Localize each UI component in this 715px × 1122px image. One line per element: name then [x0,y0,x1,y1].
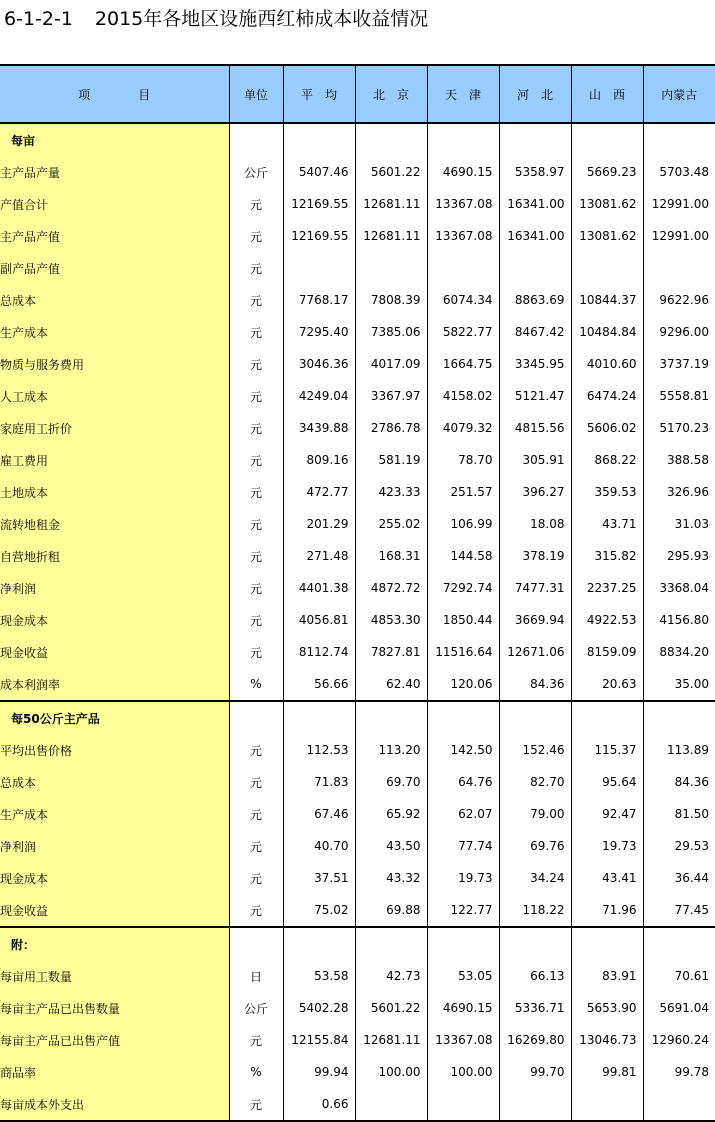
value-cell [643,252,715,284]
value-cell: 77.74 [427,830,499,862]
value-cell: 5703.48 [643,156,715,188]
header-tianjin: 天 津 [427,65,499,123]
value-cell [499,1088,571,1121]
value-cell: 99.94 [283,1056,355,1088]
unit-cell: 元 [229,1088,283,1121]
section-label: 每亩 [0,123,229,156]
value-cell: 201.29 [283,508,355,540]
value-cell: 118.22 [499,894,571,927]
row-label: 成本利润率 [0,668,229,701]
unit-cell: 元 [229,316,283,348]
value-cell: 5601.22 [355,156,427,188]
value-cell: 10844.37 [571,284,643,316]
value-cell: 99.78 [643,1056,715,1088]
value-cell: 12681.11 [355,188,427,220]
empty-cell [643,123,715,156]
unit-cell: % [229,668,283,701]
empty-cell [643,701,715,734]
unit-cell: 元 [229,572,283,604]
value-cell: 20.63 [571,668,643,701]
table-row [0,476,715,508]
value-cell: 4158.02 [427,380,499,412]
empty-cell [571,927,643,960]
value-cell: 144.58 [427,540,499,572]
value-cell: 7477.31 [499,572,571,604]
value-cell: 4872.72 [355,572,427,604]
value-cell: 3368.04 [643,572,715,604]
value-cell: 13367.08 [427,1024,499,1056]
unit-cell: 元 [229,862,283,894]
row-label: 主产品产量 [0,156,229,188]
value-cell: 142.50 [427,734,499,766]
value-cell [427,252,499,284]
cost-benefit-table [0,64,715,1122]
row-label: 副产品产值 [0,252,229,284]
row-label: 土地成本 [0,476,229,508]
row-label: 自营地折租 [0,540,229,572]
value-cell: 8467.42 [499,316,571,348]
unit-cell: 公斤 [229,156,283,188]
table-body [0,123,715,1121]
value-cell [355,252,427,284]
value-cell: 9296.00 [643,316,715,348]
header-neimenggu: 内蒙古 [643,65,715,123]
value-cell: 43.71 [571,508,643,540]
value-cell: 3439.88 [283,412,355,444]
value-cell: 19.73 [427,862,499,894]
row-label: 生产成本 [0,798,229,830]
value-cell: 168.31 [355,540,427,572]
value-cell: 56.66 [283,668,355,701]
row-label: 商品率 [0,1056,229,1088]
value-cell: 809.16 [283,444,355,476]
table-row [0,766,715,798]
value-cell: 122.77 [427,894,499,927]
empty-cell [427,701,499,734]
header-unit: 单位 [229,65,283,123]
value-cell: 13367.08 [427,188,499,220]
table-row [0,348,715,380]
value-cell: 326.96 [643,476,715,508]
value-cell: 13081.62 [571,188,643,220]
table-row [0,636,715,668]
value-cell: 69.76 [499,830,571,862]
empty-cell [283,701,355,734]
header-shanxi: 山 西 [571,65,643,123]
value-cell: 271.48 [283,540,355,572]
value-cell: 16341.00 [499,188,571,220]
empty-cell [427,927,499,960]
value-cell: 7827.81 [355,636,427,668]
value-cell: 4922.53 [571,604,643,636]
value-cell: 12960.24 [643,1024,715,1056]
unit-cell: 元 [229,636,283,668]
table-row [0,992,715,1024]
empty-cell [643,927,715,960]
empty-cell [229,927,283,960]
row-label: 物质与服务费用 [0,348,229,380]
value-cell: 16269.80 [499,1024,571,1056]
unit-cell: 公斤 [229,992,283,1024]
value-cell: 7295.40 [283,316,355,348]
unit-cell: 元 [229,476,283,508]
unit-cell: 元 [229,734,283,766]
value-cell: 315.82 [571,540,643,572]
value-cell: 71.96 [571,894,643,927]
value-cell: 4690.15 [427,156,499,188]
unit-cell: 元 [229,508,283,540]
value-cell: 396.27 [499,476,571,508]
unit-cell: 元 [229,284,283,316]
value-cell: 12169.55 [283,220,355,252]
value-cell: 67.46 [283,798,355,830]
table-row [0,830,715,862]
row-label: 现金收益 [0,636,229,668]
value-cell: 8159.09 [571,636,643,668]
value-cell: 13046.73 [571,1024,643,1056]
header-average: 平 均 [283,65,355,123]
value-cell: 12681.11 [355,1024,427,1056]
table-row [0,412,715,444]
row-label: 净利润 [0,572,229,604]
value-cell: 112.53 [283,734,355,766]
value-cell [355,1088,427,1121]
row-label: 流转地租金 [0,508,229,540]
value-cell: 62.07 [427,798,499,830]
value-cell: 78.70 [427,444,499,476]
value-cell: 69.88 [355,894,427,927]
section-header-row [0,927,715,960]
value-cell: 5121.47 [499,380,571,412]
value-cell: 1664.75 [427,348,499,380]
value-cell: 8112.74 [283,636,355,668]
table-row [0,572,715,604]
value-cell: 113.20 [355,734,427,766]
table-row [0,668,715,701]
value-cell: 95.64 [571,766,643,798]
value-cell: 423.33 [355,476,427,508]
value-cell: 65.92 [355,798,427,830]
empty-cell [229,123,283,156]
table-row [0,862,715,894]
value-cell: 4010.60 [571,348,643,380]
table-row [0,1056,715,1088]
unit-cell: 元 [229,766,283,798]
value-cell: 3669.94 [499,604,571,636]
value-cell: 0.66 [283,1088,355,1121]
value-cell: 2786.78 [355,412,427,444]
value-cell: 5558.81 [643,380,715,412]
value-cell: 2237.25 [571,572,643,604]
empty-cell [355,701,427,734]
value-cell: 12681.11 [355,220,427,252]
row-label: 总成本 [0,766,229,798]
unit-cell: 元 [229,444,283,476]
empty-cell [283,927,355,960]
value-cell: 100.00 [427,1056,499,1088]
table-row [0,798,715,830]
value-cell: 4249.04 [283,380,355,412]
value-cell: 115.37 [571,734,643,766]
table-row [0,508,715,540]
value-cell: 83.91 [571,960,643,992]
table-row [0,316,715,348]
unit-cell: 元 [229,830,283,862]
value-cell: 53.05 [427,960,499,992]
empty-cell [229,701,283,734]
table-row [0,156,715,188]
value-cell: 4853.30 [355,604,427,636]
table-row [0,220,715,252]
header-beijing: 北 京 [355,65,427,123]
empty-cell [571,701,643,734]
value-cell: 868.22 [571,444,643,476]
value-cell: 35.00 [643,668,715,701]
value-cell: 5606.02 [571,412,643,444]
table-title [4,6,428,32]
value-cell: 11516.64 [427,636,499,668]
value-cell: 100.00 [355,1056,427,1088]
value-cell [283,252,355,284]
value-cell: 4815.56 [499,412,571,444]
unit-cell: 元 [229,412,283,444]
value-cell: 29.53 [643,830,715,862]
value-cell: 12155.84 [283,1024,355,1056]
row-label: 产值合计 [0,188,229,220]
value-cell: 359.53 [571,476,643,508]
row-label: 主产品产值 [0,220,229,252]
row-label: 人工成本 [0,380,229,412]
value-cell: 152.46 [499,734,571,766]
value-cell: 37.51 [283,862,355,894]
section-header-row [0,123,715,156]
row-label: 每亩主产品已出售产值 [0,1024,229,1056]
value-cell: 106.99 [427,508,499,540]
table-row [0,894,715,927]
empty-cell [499,701,571,734]
value-cell: 66.13 [499,960,571,992]
value-cell: 4690.15 [427,992,499,1024]
value-cell: 4056.81 [283,604,355,636]
value-cell: 31.03 [643,508,715,540]
value-cell: 5170.23 [643,412,715,444]
value-cell: 3345.95 [499,348,571,380]
table-code: 6-1-2-1 [4,8,73,30]
value-cell: 16341.00 [499,220,571,252]
value-cell: 5691.04 [643,992,715,1024]
empty-cell [571,123,643,156]
value-cell: 5669.23 [571,156,643,188]
value-cell: 6474.24 [571,380,643,412]
value-cell: 64.76 [427,766,499,798]
value-cell: 5407.46 [283,156,355,188]
value-cell: 12671.06 [499,636,571,668]
row-label: 现金收益 [0,894,229,927]
value-cell: 3046.36 [283,348,355,380]
empty-cell [499,927,571,960]
row-label: 生产成本 [0,316,229,348]
value-cell [427,1088,499,1121]
unit-cell: 元 [229,540,283,572]
value-cell: 295.93 [643,540,715,572]
value-cell: 4017.09 [355,348,427,380]
value-cell [571,252,643,284]
value-cell: 378.19 [499,540,571,572]
unit-cell: 元 [229,604,283,636]
value-cell: 42.73 [355,960,427,992]
table-title-text: 2015年各地区设施西红柿成本收益情况 [94,8,429,30]
value-cell: 8834.20 [643,636,715,668]
value-cell: 6074.34 [427,284,499,316]
row-label: 总成本 [0,284,229,316]
value-cell: 9622.96 [643,284,715,316]
value-cell: 113.89 [643,734,715,766]
row-label: 每亩主产品已出售数量 [0,992,229,1024]
table-row [0,188,715,220]
value-cell: 71.83 [283,766,355,798]
value-cell: 34.24 [499,862,571,894]
row-label: 每亩成本外支出 [0,1088,229,1121]
value-cell: 8863.69 [499,284,571,316]
empty-cell [355,927,427,960]
value-cell: 5358.97 [499,156,571,188]
value-cell: 70.61 [643,960,715,992]
table-row [0,1088,715,1121]
unit-cell: 日 [229,960,283,992]
table-row [0,284,715,316]
row-label: 平均出售价格 [0,734,229,766]
value-cell: 69.70 [355,766,427,798]
value-cell: 7768.17 [283,284,355,316]
empty-cell [499,123,571,156]
value-cell: 75.02 [283,894,355,927]
value-cell: 82.70 [499,766,571,798]
unit-cell: 元 [229,1024,283,1056]
unit-cell: 元 [229,380,283,412]
value-cell: 84.36 [499,668,571,701]
value-cell: 5653.90 [571,992,643,1024]
table-row [0,380,715,412]
unit-cell: 元 [229,220,283,252]
value-cell: 36.44 [643,862,715,894]
value-cell: 388.58 [643,444,715,476]
table-header [0,65,715,123]
value-cell: 79.00 [499,798,571,830]
value-cell: 62.40 [355,668,427,701]
unit-cell: 元 [229,798,283,830]
table-row [0,444,715,476]
unit-cell: % [229,1056,283,1088]
value-cell: 581.19 [355,444,427,476]
value-cell: 251.57 [427,476,499,508]
value-cell: 5336.71 [499,992,571,1024]
unit-cell: 元 [229,252,283,284]
value-cell: 10484.84 [571,316,643,348]
table-row [0,960,715,992]
value-cell: 43.50 [355,830,427,862]
row-label: 现金成本 [0,862,229,894]
value-cell: 12991.00 [643,188,715,220]
value-cell [571,1088,643,1121]
unit-cell: 元 [229,894,283,927]
header-item: 项 目 [0,65,229,123]
row-label: 雇工费用 [0,444,229,476]
section-label: 每50公斤主产品 [0,701,229,734]
value-cell: 18.08 [499,508,571,540]
value-cell: 305.91 [499,444,571,476]
row-label: 家庭用工折价 [0,412,229,444]
value-cell: 3367.97 [355,380,427,412]
empty-cell [283,123,355,156]
value-cell: 472.77 [283,476,355,508]
value-cell: 40.70 [283,830,355,862]
value-cell: 7385.06 [355,316,427,348]
value-cell: 4401.38 [283,572,355,604]
value-cell: 5822.77 [427,316,499,348]
value-cell [643,1088,715,1121]
value-cell: 12169.55 [283,188,355,220]
value-cell: 120.06 [427,668,499,701]
value-cell: 4156.80 [643,604,715,636]
section-header-row [0,701,715,734]
value-cell: 1850.44 [427,604,499,636]
value-cell: 84.36 [643,766,715,798]
value-cell: 77.45 [643,894,715,927]
section-label: 附： [0,927,229,960]
unit-cell: 元 [229,188,283,220]
value-cell: 4079.32 [427,412,499,444]
value-cell: 43.41 [571,862,643,894]
table-row [0,252,715,284]
value-cell: 13081.62 [571,220,643,252]
value-cell: 19.73 [571,830,643,862]
table-row [0,604,715,636]
value-cell: 13367.08 [427,220,499,252]
value-cell: 255.02 [355,508,427,540]
value-cell: 3737.19 [643,348,715,380]
header-hebei: 河 北 [499,65,571,123]
empty-cell [427,123,499,156]
value-cell: 99.81 [571,1056,643,1088]
value-cell: 43.32 [355,862,427,894]
row-label: 现金成本 [0,604,229,636]
value-cell: 81.50 [643,798,715,830]
value-cell: 12991.00 [643,220,715,252]
header-row [0,65,715,123]
value-cell: 92.47 [571,798,643,830]
unit-cell: 元 [229,348,283,380]
table-row [0,734,715,766]
empty-cell [355,123,427,156]
value-cell: 7292.74 [427,572,499,604]
table-row [0,540,715,572]
table-row [0,1024,715,1056]
row-label: 净利润 [0,830,229,862]
value-cell: 5402.28 [283,992,355,1024]
value-cell: 53.58 [283,960,355,992]
value-cell: 7808.39 [355,284,427,316]
value-cell [499,252,571,284]
value-cell: 5601.22 [355,992,427,1024]
value-cell: 99.70 [499,1056,571,1088]
row-label: 每亩用工数量 [0,960,229,992]
